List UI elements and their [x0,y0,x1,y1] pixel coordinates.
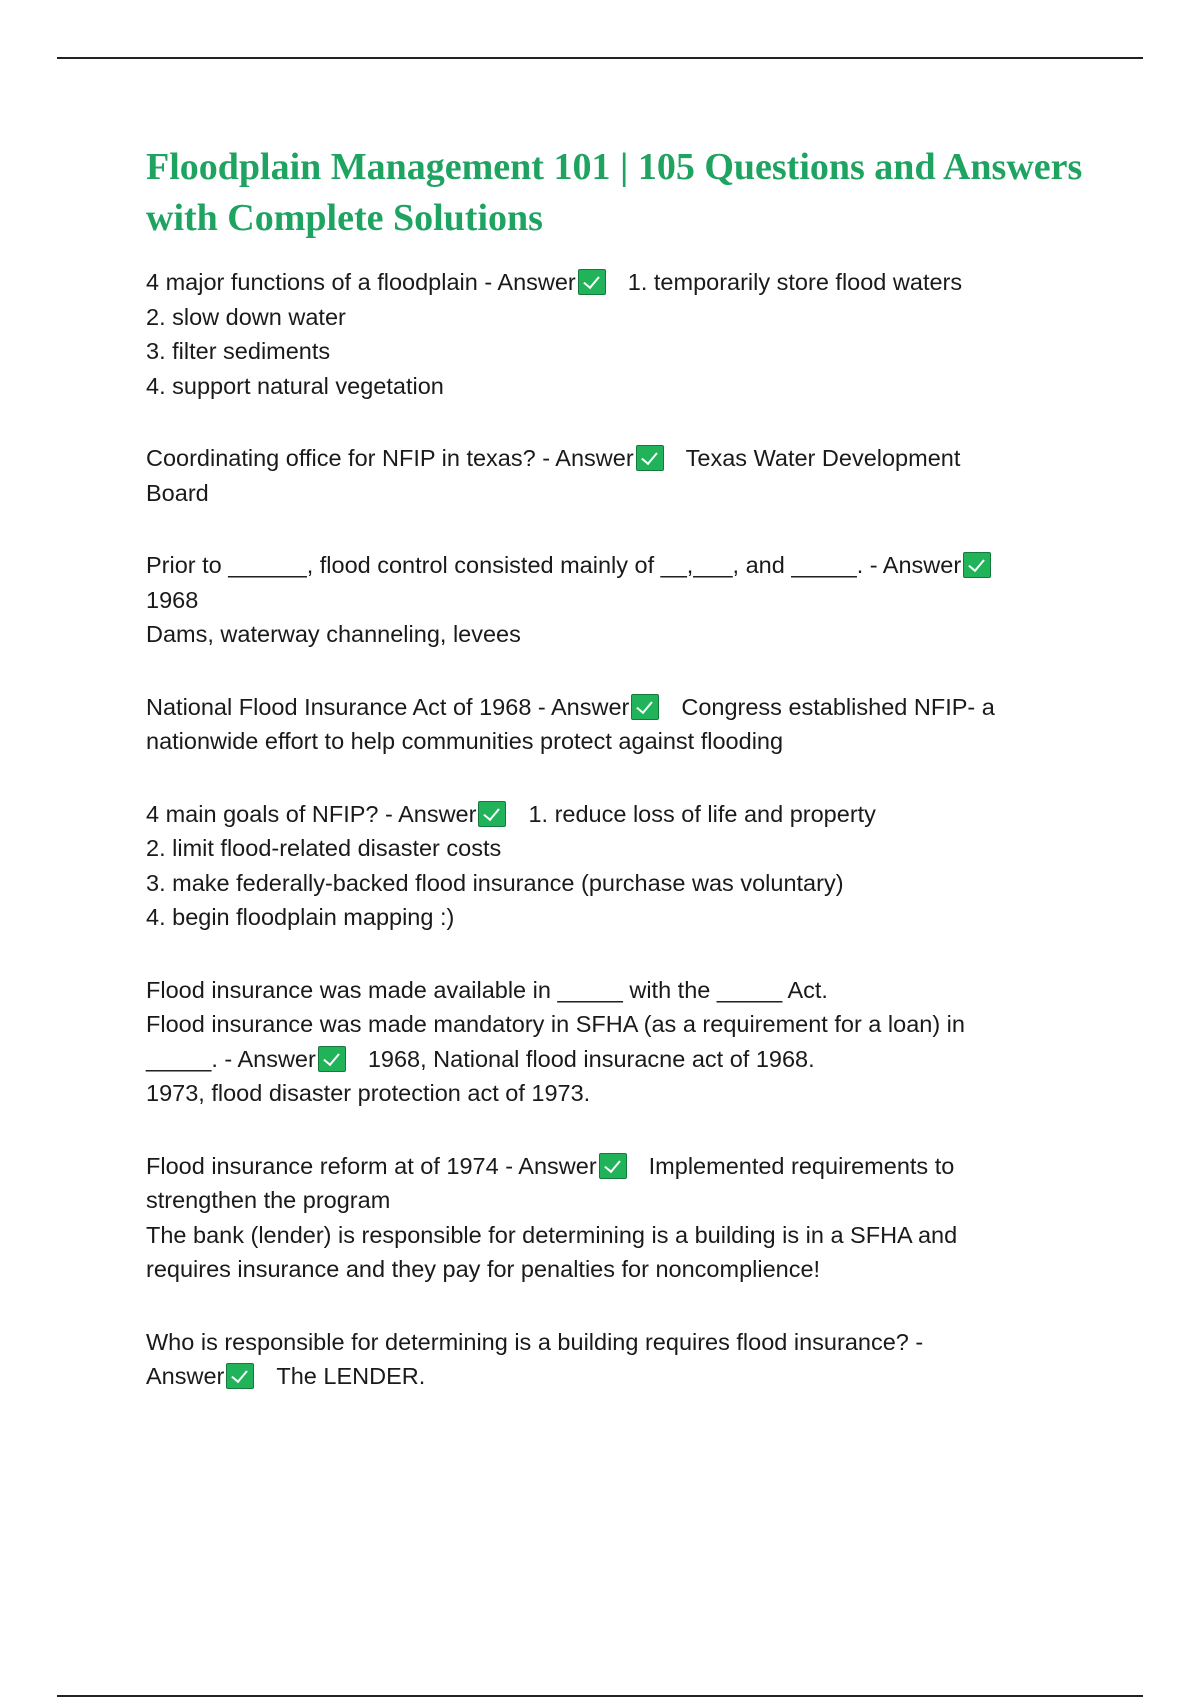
bottom-rule [57,1695,1143,1697]
green-checkmark-icon [226,1363,254,1389]
qa-item [146,265,1086,403]
qa-line [146,690,1086,725]
answer-line: strengthen the program [146,1187,391,1213]
answer-line: 2. slow down water [146,303,346,330]
question-text: Prior to ______, flood control consisted mainly of __,___, and _____. - Answer [146,552,962,578]
answer-text: 1. reduce loss of life and property [528,800,876,827]
question-text: Coordinating office for NFIP in texas? - Answer [146,445,634,471]
answer-line: nationwide effort to help communities protect against flooding [146,728,784,754]
answer-text: Texas Water Development [685,445,961,471]
answer-text: Congress established NFIP- a [681,693,995,720]
qa-item [146,797,1086,935]
question-line: Flood insurance was made mandatory in SFHA (as a requirement for a loan) in [146,1011,965,1037]
qa-list [146,265,1086,1432]
question-text: _____. - Answer [146,1045,316,1072]
answer-line: 3. make federally-backed flood insurance (purchase was voluntary) [146,869,844,896]
answer-line: 1973, flood disaster protection act of 1973. [146,1080,591,1106]
question-text: 4 main goals of NFIP? - Answer [146,800,477,827]
qa-line [146,265,1086,300]
green-checkmark-icon [963,552,991,578]
qa-item [146,548,1086,652]
green-checkmark-icon [478,801,506,827]
green-checkmark-icon [578,269,606,295]
qa-item [146,1325,1086,1394]
qa-item [146,441,1086,510]
question-text: 4 major functions of a floodplain - Answer [146,269,576,295]
top-rule [57,57,1143,59]
qa-line [146,1359,1086,1394]
question-line: Flood insurance was made available in _____ with the _____ Act. [146,976,828,1003]
qa-line [146,1149,1086,1184]
green-checkmark-icon [631,694,659,720]
answer-line: 4. support natural vegetation [146,372,444,399]
answer-text: Implemented requirements to [648,1152,955,1179]
question-text: National Flood Insurance Act of 1968 - Answer [146,693,630,720]
qa-item [146,690,1086,759]
answer-line: Board [146,479,209,506]
answer-line: Dams, waterway channeling, levees [146,621,521,647]
answer-text: 1. temporarily store flood waters [627,269,963,295]
answer-line: 2. limit flood-related disaster costs [146,835,502,861]
answer-text: 1968, National flood insuracne act of 1968. [367,1045,815,1072]
answer-text: The LENDER. [276,1363,426,1389]
page-title: Floodplain Management 101 | 105 Questions and Answers with Complete Solutions [146,146,1083,239]
green-checkmark-icon [636,445,664,471]
answer-line: 4. begin floodplain mapping :) [146,904,455,930]
answer-line: The bank (lender) is responsible for determining is a building is in a SFHA and [146,1221,958,1248]
question-line: Who is responsible for determining is a building requires flood insurance? - [146,1328,924,1355]
qa-line [146,548,1086,583]
green-checkmark-icon [318,1046,346,1072]
question-text: Flood insurance reform at of 1974 - Answer [146,1152,597,1179]
green-checkmark-icon [599,1153,627,1179]
qa-item [146,1149,1086,1287]
qa-line [146,441,1086,476]
qa-line [146,1042,1086,1077]
answer-line: 1968 [146,586,199,613]
qa-item [146,973,1086,1111]
question-text: Answer [146,1363,225,1389]
qa-line [146,797,1086,832]
answer-line: 3. filter sediments [146,338,331,364]
answer-line: requires insurance and they pay for penalties for noncomplience! [146,1256,821,1282]
